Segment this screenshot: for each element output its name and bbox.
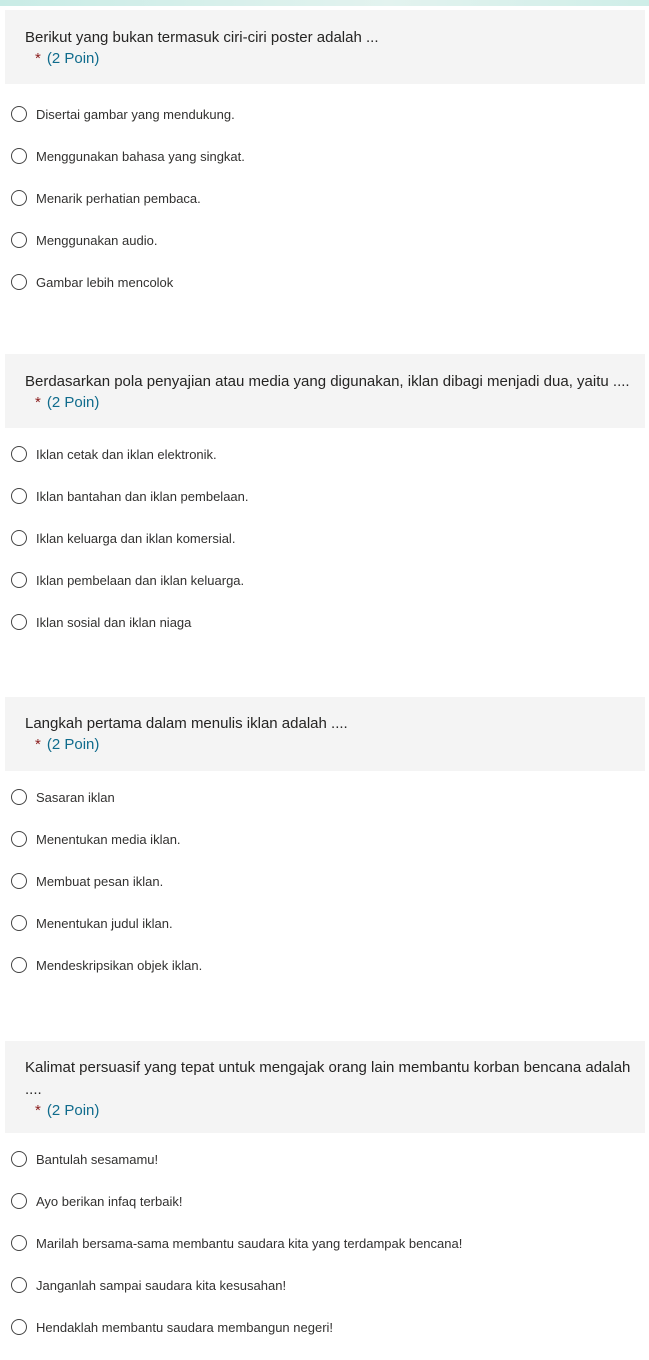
question-header	[5, 354, 645, 428]
option-radio[interactable]	[11, 610, 191, 634]
option-label: Marilah bersama-sama membantu saudara kita yang terdampak bencana!	[36, 1235, 463, 1251]
option-radio[interactable]	[11, 1315, 333, 1339]
question-title: Kalimat persuasif yang tepat untuk mengajak orang lain membantu korban bencana adalah ....	[25, 1059, 631, 1098]
option-radio[interactable]	[11, 869, 163, 893]
question-title: Berikut yang bukan termasuk ciri-ciri poster adalah ...	[25, 29, 379, 46]
option-label: Menentukan judul iklan.	[36, 915, 173, 931]
option-radio[interactable]	[11, 1147, 158, 1171]
question-points	[25, 49, 633, 69]
top-accent-bar	[0, 0, 649, 6]
question-points	[25, 735, 633, 755]
option-radio[interactable]	[11, 953, 202, 977]
points-label: (2 Poin)	[46, 1102, 100, 1119]
option-radio[interactable]	[11, 102, 235, 126]
question-4	[5, 1041, 645, 1335]
radio-button[interactable]	[11, 957, 27, 973]
option-label: Iklan pembelaan dan iklan keluarga.	[36, 572, 245, 588]
option-radio[interactable]	[11, 1231, 462, 1255]
radio-button[interactable]	[11, 1193, 27, 1209]
option-radio[interactable]	[11, 1273, 286, 1297]
question-2	[5, 354, 645, 630]
radio-button[interactable]	[11, 789, 27, 805]
question-header	[5, 697, 645, 771]
option-radio[interactable]	[11, 484, 249, 508]
option-label: Menggunakan bahasa yang singkat.	[36, 148, 245, 164]
radio-button[interactable]	[11, 614, 27, 630]
option-label: Menggunakan audio.	[36, 232, 158, 248]
question-points	[25, 393, 633, 413]
question-header	[5, 10, 645, 84]
option-radio[interactable]	[11, 785, 115, 809]
required-mark: *	[35, 736, 41, 753]
option-label: Ayo berikan infaq terbaik!	[36, 1193, 183, 1209]
option-radio[interactable]	[11, 270, 173, 294]
option-label: Iklan cetak dan iklan elektronik.	[36, 446, 217, 462]
question-title: Langkah pertama dalam menulis iklan adalah ....	[25, 715, 348, 732]
option-label: Iklan bantahan dan iklan pembelaan.	[36, 488, 249, 504]
required-mark: *	[35, 1102, 41, 1119]
points-label: (2 Poin)	[46, 50, 100, 67]
radio-button[interactable]	[11, 915, 27, 931]
radio-button[interactable]	[11, 873, 27, 889]
points-label: (2 Poin)	[46, 736, 100, 753]
required-mark: *	[35, 50, 41, 67]
points-label: (2 Poin)	[46, 394, 100, 411]
option-label: Hendaklah membantu saudara membangun negeri!	[36, 1319, 334, 1335]
radio-button[interactable]	[11, 106, 27, 122]
option-label: Menentukan media iklan.	[36, 831, 181, 847]
option-radio[interactable]	[11, 911, 173, 935]
radio-button[interactable]	[11, 232, 27, 248]
option-label: Mendeskripsikan objek iklan.	[36, 957, 203, 973]
option-radio[interactable]	[11, 1189, 182, 1213]
option-label: Janganlah sampai saudara kita kesusahan!	[36, 1277, 287, 1293]
option-label: Membuat pesan iklan.	[36, 873, 164, 889]
option-radio[interactable]	[11, 144, 245, 168]
option-radio[interactable]	[11, 827, 181, 851]
option-radio[interactable]	[11, 186, 201, 210]
option-label: Gambar lebih mencolok	[36, 274, 174, 290]
radio-button[interactable]	[11, 1235, 27, 1251]
option-label: Disertai gambar yang mendukung.	[36, 106, 235, 122]
option-radio[interactable]	[11, 526, 235, 550]
radio-button[interactable]	[11, 1151, 27, 1167]
radio-button[interactable]	[11, 274, 27, 290]
option-radio[interactable]	[11, 228, 157, 252]
radio-button[interactable]	[11, 488, 27, 504]
radio-button[interactable]	[11, 190, 27, 206]
radio-button[interactable]	[11, 148, 27, 164]
option-label: Iklan sosial dan iklan niaga	[36, 614, 192, 630]
option-radio[interactable]	[11, 442, 217, 466]
radio-button[interactable]	[11, 446, 27, 462]
question-3	[5, 697, 645, 973]
option-label: Menarik perhatian pembaca.	[36, 190, 201, 206]
radio-button[interactable]	[11, 1319, 27, 1335]
radio-button[interactable]	[11, 1277, 27, 1293]
option-label: Bantulah sesamamu!	[36, 1151, 159, 1167]
radio-button[interactable]	[11, 831, 27, 847]
option-label: Iklan keluarga dan iklan komersial.	[36, 530, 236, 546]
required-mark: *	[35, 394, 41, 411]
question-title: Berdasarkan pola penyajian atau media yang digunakan, iklan dibagi menjadi dua, yaitu ....	[25, 373, 630, 390]
question-header	[5, 1041, 645, 1133]
question-1	[5, 10, 645, 290]
option-radio[interactable]	[11, 568, 244, 592]
radio-button[interactable]	[11, 530, 27, 546]
option-label: Sasaran iklan	[36, 789, 115, 805]
radio-button[interactable]	[11, 572, 27, 588]
question-points	[25, 1101, 633, 1121]
